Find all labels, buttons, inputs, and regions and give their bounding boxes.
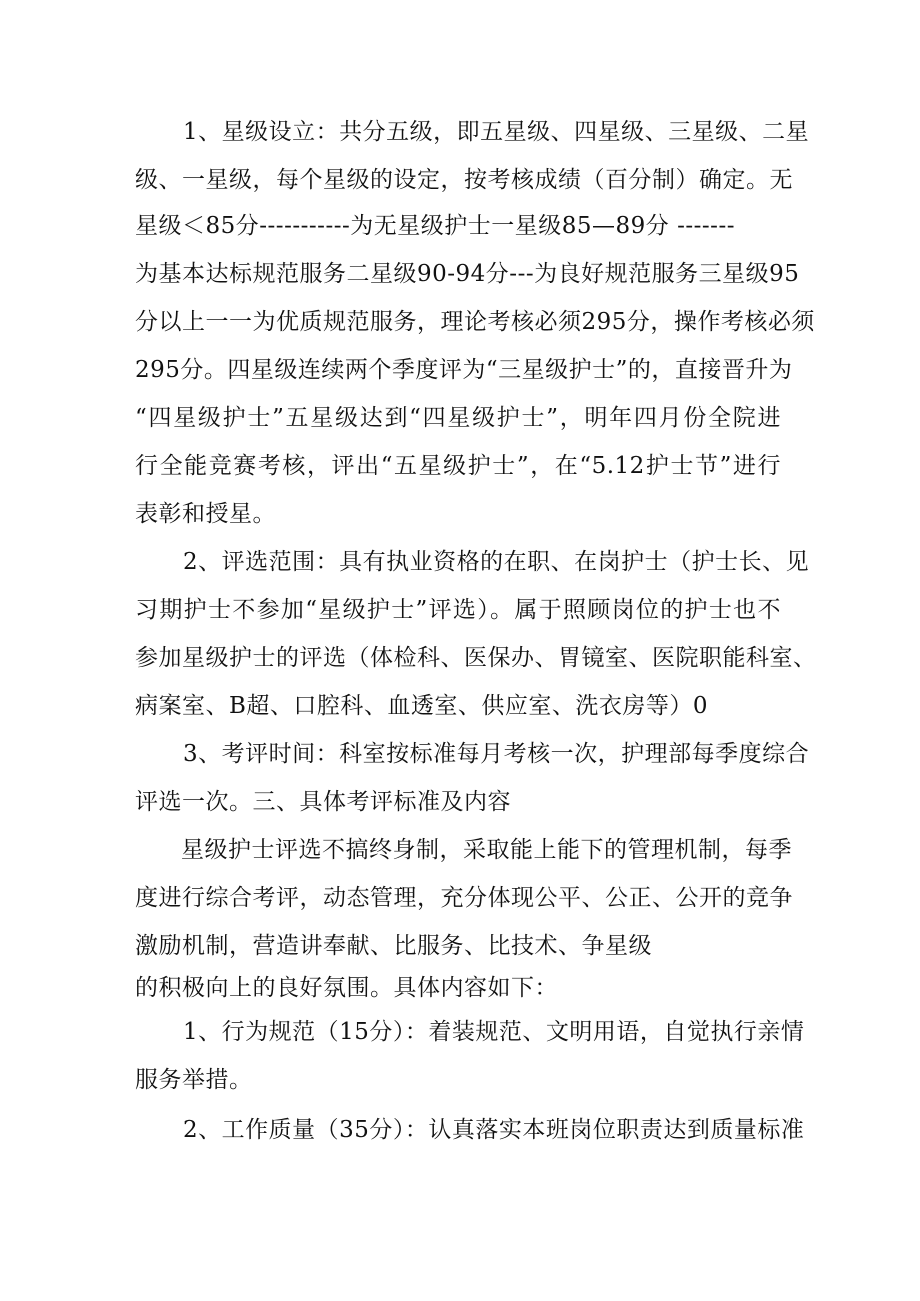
paragraph-line: 2、工作质量（35分）：认真落实本班岗位职责达到质量标准 — [183, 1117, 805, 1143]
paragraph-line: 星级＜85分-----------为无星级护士一星级85—89分 ------- — [135, 213, 735, 239]
paragraph-line: 的积极向上的良好氛围。具体内容如下： — [135, 975, 558, 1001]
paragraph-line: 评选一次。三、具体考评标准及内容 — [135, 789, 511, 815]
paragraph-line: 级、一星级，每个星级的设定，按考核成绩（百分制）确定。无 — [135, 167, 793, 193]
paragraph-line: 1、星级设立：共分五级，即五星级、四星级、三星级、二星 — [183, 119, 810, 145]
paragraph-line: 星级护士评选不搞终身制，采取能上能下的管理机制，每季 — [181, 837, 792, 863]
paragraph-line: 习期护士不参加“星级护士”评选）。属于照顾岗位的护士也不 — [135, 597, 781, 623]
paragraph-line: 表彰和授星。 — [135, 501, 276, 527]
paragraph-line: 参加星级护士的评选（体检科、医保办、胃镜室、医院职能科室、 — [135, 645, 817, 671]
paragraph-line: 2、评选范围：具有执业资格的在职、在岗护士（护士长、见 — [183, 549, 810, 575]
paragraph-line: 度进行综合考评，动态管理，充分体现公平、公正、公开的竞争 — [135, 885, 793, 911]
paragraph-line: 行全能竞赛考核，评出“五星级护士”，在“5.12护士节”进行 — [135, 453, 781, 479]
paragraph-line: 分以上一一为优质规范服务，理论考核必须295分，操作考核必须 — [135, 309, 815, 335]
paragraph-line: 病案室、B超、口腔科、血透室、供应室、洗衣房等）0 — [135, 693, 709, 719]
paragraph-line: 3、考评时间：科室按标准每月考核一次，护理部每季度综合 — [183, 741, 810, 767]
paragraph-line: 服务举措。 — [135, 1067, 253, 1093]
paragraph-line: 295分。四星级连续两个季度评为“三星级护士”的，直接晋升为 — [135, 357, 793, 383]
paragraph-line: “四星级护士”五星级达到“四星级护士”，明年四月份全院进 — [135, 405, 781, 431]
paragraph-line: 1、行为规范（15分）：着装规范、文明用语，自觉执行亲情 — [183, 1019, 805, 1045]
paragraph-line: 激励机制，营造讲奉献、比服务、比技术、争星级 — [135, 933, 652, 959]
paragraph-line: 为基本达标规范服务二星级90-94分---为良好规范服务三星级95 — [135, 261, 800, 287]
